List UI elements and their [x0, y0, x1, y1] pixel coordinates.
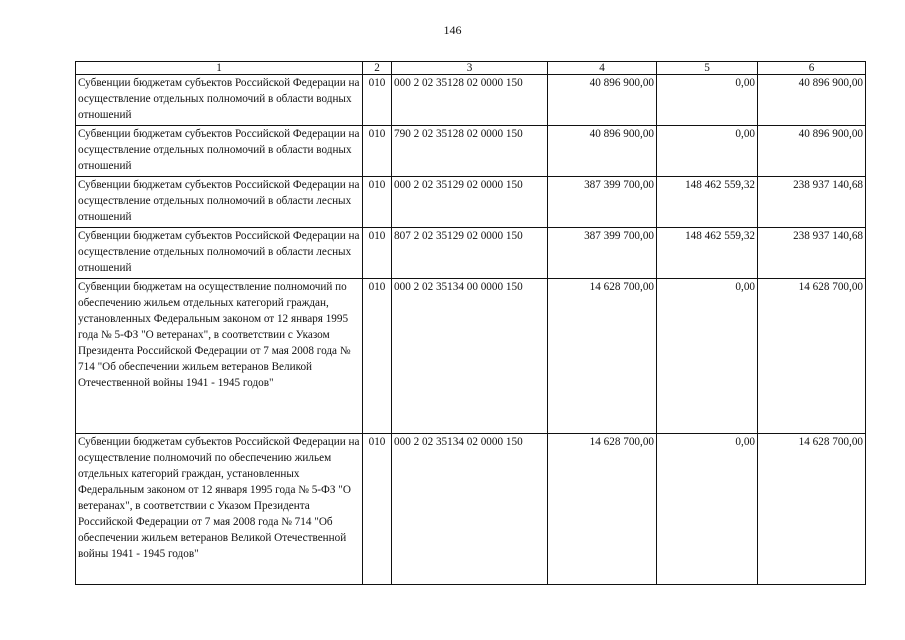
row-name: Субвенции бюджетам на осуществление полномочий по обеспечению жильем отдельных категорий граждан, установленных Федеральным законом от 12 января 1995 года № 5-ФЗ "О ветеранах", в соответствии с Указом Президента Российской Федерации от 7 мая 2008 года № 714 "Об обеспечении жильем ветеранов Великой Отечественной войны 1941 - 1945 годов" [76, 279, 363, 434]
column-header: 2 [363, 62, 392, 75]
row-glava: 010 [363, 434, 392, 585]
table-row [76, 126, 866, 177]
row-name: Субвенции бюджетам субъектов Российской Федерации на осуществление полномочий по обеспечению жильем отдельных категорий граждан, установленных Федеральным законом от 12 января 1995 года № 5-ФЗ "О ветеранах", в соответствии с Указом Президента Российской Федерации от 7 мая 2008 года № 714 "Об обеспечении жильем ветеранов Великой Отечественной войны 1941 - 1945 годов" [76, 434, 363, 585]
row-name: Субвенции бюджетам субъектов Российской Федерации на осуществление отдельных полномочий в области водных отношений [76, 126, 363, 177]
row-rest: 14 628 700,00 [758, 279, 866, 434]
row-fact: 148 462 559,32 [657, 177, 758, 228]
column-header: 3 [392, 62, 548, 75]
row-plan: 387 399 700,00 [548, 228, 657, 279]
row-code: 000 2 02 35134 00 0000 150 [392, 279, 548, 434]
row-plan: 40 896 900,00 [548, 75, 657, 126]
row-code: 000 2 02 35128 02 0000 150 [392, 75, 548, 126]
column-header: 6 [758, 62, 866, 75]
row-rest: 14 628 700,00 [758, 434, 866, 585]
row-glava: 010 [363, 279, 392, 434]
table-header-row [76, 62, 866, 75]
row-plan: 14 628 700,00 [548, 279, 657, 434]
row-plan: 14 628 700,00 [548, 434, 657, 585]
row-code: 000 2 02 35129 02 0000 150 [392, 177, 548, 228]
column-header: 4 [548, 62, 657, 75]
row-rest: 238 937 140,68 [758, 177, 866, 228]
row-fact: 148 462 559,32 [657, 228, 758, 279]
row-glava: 010 [363, 126, 392, 177]
table-row [76, 228, 866, 279]
row-name: Субвенции бюджетам субъектов Российской Федерации на осуществление отдельных полномочий в области лесных отношений [76, 228, 363, 279]
row-rest: 40 896 900,00 [758, 126, 866, 177]
row-code: 807 2 02 35129 02 0000 150 [392, 228, 548, 279]
row-plan: 40 896 900,00 [548, 126, 657, 177]
budget-table [75, 61, 866, 585]
row-rest: 40 896 900,00 [758, 75, 866, 126]
table-row [76, 75, 866, 126]
row-glava: 010 [363, 177, 392, 228]
row-name: Субвенции бюджетам субъектов Российской Федерации на осуществление отдельных полномочий в области водных отношений [76, 75, 363, 126]
row-fact: 0,00 [657, 279, 758, 434]
row-name: Субвенции бюджетам субъектов Российской Федерации на осуществление отдельных полномочий в области лесных отношений [76, 177, 363, 228]
column-header: 5 [657, 62, 758, 75]
column-header: 1 [76, 62, 363, 75]
row-fact: 0,00 [657, 75, 758, 126]
table-row [76, 279, 866, 434]
row-code: 000 2 02 35134 02 0000 150 [392, 434, 548, 585]
row-glava: 010 [363, 75, 392, 126]
row-fact: 0,00 [657, 434, 758, 585]
page-number: 146 [443, 23, 462, 37]
row-rest: 238 937 140,68 [758, 228, 866, 279]
row-glava: 010 [363, 228, 392, 279]
row-fact: 0,00 [657, 126, 758, 177]
table-row [76, 434, 866, 585]
table-row [76, 177, 866, 228]
row-plan: 387 399 700,00 [548, 177, 657, 228]
row-code: 790 2 02 35128 02 0000 150 [392, 126, 548, 177]
